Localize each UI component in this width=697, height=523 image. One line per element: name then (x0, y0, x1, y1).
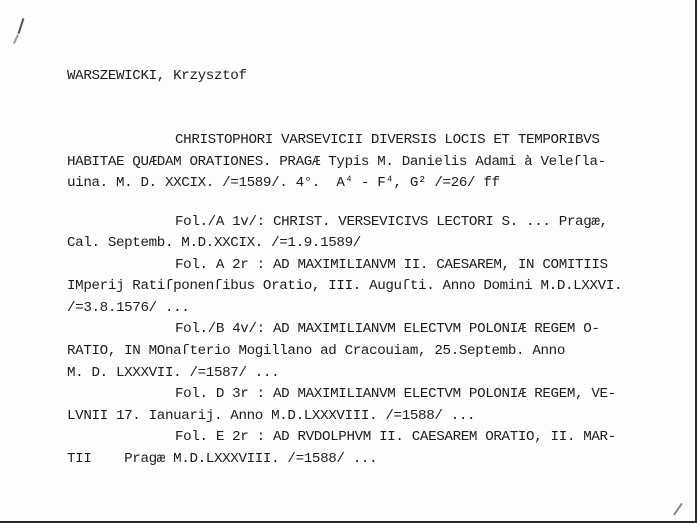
text-line: uina. M. D. XXCIX. /=1589/. 4°. A⁴ - F⁴, G² /=26/ ff (67, 175, 500, 191)
corner-pencil-mark (13, 34, 19, 44)
text-line: LVNII 17. Ianuarij. Anno M.D.LXXXVIII. /=1588/ ... (67, 408, 476, 424)
card-heading: WARSZEWICKI, Krzysztof (67, 68, 247, 84)
text-line: M. D. LXXXVII. /=1587/ ... (67, 365, 280, 381)
text-line: Fol. A 2r : AD MAXIMILIANVM II. CAESAREM, IN COMITIIS (175, 257, 608, 273)
text-line: RATIO, IN MOnaſterio Mogillano ad Cracouiam, 25.Septemb. Anno (67, 343, 565, 359)
text-line: /=3.8.1576/ ... (67, 300, 190, 316)
text-line: HABITAE QUÆDAM ORATIONES. PRAGÆ Typis M. Danielis Adami à Veleſla- (67, 154, 606, 170)
text-line: Cal. Septemb. M.D.XXCIX. /=1.9.1589/ (67, 235, 361, 251)
text-line: CHRISTOPHORI VARSEVICII DIVERSIS LOCIS ET TEMPORIBVS (175, 132, 600, 148)
corner-pencil-mark (18, 18, 24, 34)
text-line: Fol. D 3r : AD MAXIMILIANVM ELECTVM POLONIÆ REGEM, VE- (175, 386, 616, 402)
text-line: Fol. E 2r : AD RVDOLPHVM II. CAESAREM ORATIO, II. MAR- (175, 429, 616, 445)
corner-pencil-mark (673, 503, 682, 515)
text-line: Fol./A 1v/: CHRIST. VERSEVICIVS LECTORI S. ... Pragæ, (175, 214, 608, 230)
text-line: IMperij Ratiſponenſibus Oratio, III. Auguſti. Anno Domini M.D.LXXVI. (67, 278, 623, 294)
text-line: Fol./B 4v/: AD MAXIMILIANVM ELECTVM POLONIÆ REGEM O- (175, 321, 600, 337)
text-line: TII Pragæ M.D.LXXXVIII. /=1588/ ... (67, 451, 378, 467)
